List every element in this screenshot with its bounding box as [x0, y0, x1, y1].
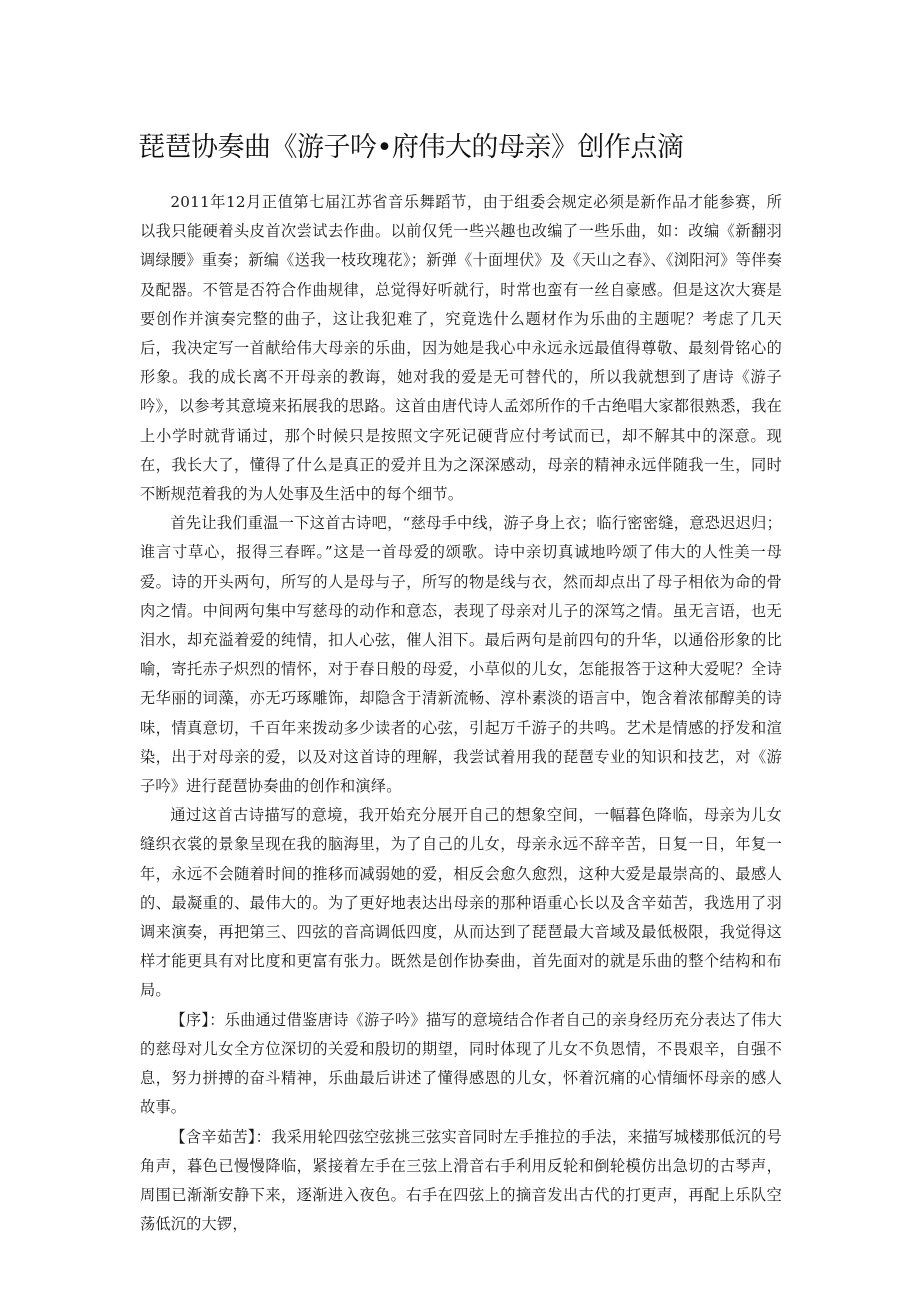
paragraph-section-hardship: 【含辛茹苦】：我采用轮四弦空弦挑三弦实音同时左手推拉的手法，来描写城楼那低沉的号角声，暮色已慢慢降临，紧接着左手在三弦上滑音右手利用反轮和倒轮模仿出急切的古琴声，周围已渐渐安静下来，逐渐进入夜色。右手在四弦上的摘音发出古代的打更声，再配上乐队空荡低沉的大锣， — [140, 1127, 782, 1234]
paragraph-intro: 2011年12月正值第七届江苏省音乐舞蹈节，由于组委会规定必须是新作品才能参赛，所以我只能硬着头皮首次尝试去作曲。以前仅凭一些兴趣也改编了一些乐曲，如：改编《新翻羽调绿腰》重奏；新编《送我一枝玫瑰花》；新弹《十面埋伏》及《天山之春》、《浏阳河》等伴奏及配器。不管是否符合作曲规律，总觉得好听就行，时常也蛮有一丝自豪感。但是这次大赛是要创作并演奏完整的曲子，这让我犯难了，究竟选什么题材作为乐曲的主题呢？考虑了几天后，我决定写一首献给伟大母亲的乐曲，因为她是我心中永远永远最值得尊敬、最刻骨铭心的形象。我的成长离不开母亲的教诲，她对我的爱是无可替代的，所以我就想到了唐诗《游子吟》，以参考其意境来拓展我的思路。这首由唐代诗人孟郊所作的千古绝唱大家都很熟悉，我在上小学时就背诵过，那个时候只是按照文字死记硬背应付考试而已，却不解其中的深意。现在，我长大了，懂得了什么是真正的爱并且为之深深感动，母亲的精神永远伴随我一生，同时不断规范着我的为人处事及生活中的每个细节。 — [140, 193, 782, 504]
document-page — [140, 128, 782, 1239]
document-title: 琵琶协奏曲《游子吟•府伟大的母亲》创作点滴 — [138, 132, 684, 163]
paragraph-poem-analysis: 首先让我们重温一下这首古诗吧，“慈母手中线，游子身上衣；临行密密缝，意恐迟迟归；谁言寸草心，报得三春晖。”这是一首母爱的颂歌。诗中亲切真诚地吟颂了伟大的人性美一母爱。诗的开头两句，所写的人是母与子，所写的物是线与衣，然而却点出了母子相依为命的骨肉之情。中间两句集中写慈母的动作和意态，表现了母亲对儿子的深笃之情。虽无言语，也无泪水，却充溢着爱的纯情，扣人心弦，催人泪下。最后两句是前四句的升华，以通俗形象的比喻，寄托赤子炽烈的情怀，对于春日般的母爱，小草似的儿女，怎能报答于这种大爱呢？全诗无华丽的词藻，亦无巧琢雕饰，却隐含于清新流畅、淳朴素淡的语言中，饱含着浓郁醇美的诗味，情真意切，千百年来拨动多少读者的心弦，引起万千游子的共鸣。艺术是情感的抒发和渲染，出于对母亲的爱，以及对这首诗的理解，我尝试着用我的琵琶专业的知识和技艺，对《游子吟》进行琵琶协奏曲的创作和演绎。 — [140, 514, 782, 796]
paragraph-section-prelude: 【序】：乐曲通过借鉴唐诗《游子吟》描写的意境结合作者自己的亲身经历充分表达了伟大的慈母对儿女全方位深切的关爱和殷切的期望，同时体现了儿女不负恩情，不畏艰辛，自强不息，努力拼搏的奋斗精神，乐曲最后讲述了懂得感恩的儿女，怀着沉痛的心情缅怀母亲的感人故事。 — [140, 1010, 782, 1117]
paragraph-composition-idea: 通过这首古诗描写的意境，我开始充分展开自己的想象空间，一幅暮色降临，母亲为儿女缝织衣裳的景象呈现在我的脑海里，为了自己的儿女，母亲永远不辞辛苦，日复一日，年复一年，永远不会随着时间的推移而减弱她的爱，相反会愈久愈烈，这种大爱是最崇高的、最感人的、最凝重的、最伟大的。为了更好地表达出母亲的那种语重心长以及含辛茹苦，我选用了羽调来演奏，再把第三、四弦的音高调低四度，从而达到了琵琶最大音域及最低极限，我觉得这样才能更具有对比度和更富有张力。既然是创作协奏曲，首先面对的就是乐曲的整个结构和布局。 — [140, 806, 782, 1000]
